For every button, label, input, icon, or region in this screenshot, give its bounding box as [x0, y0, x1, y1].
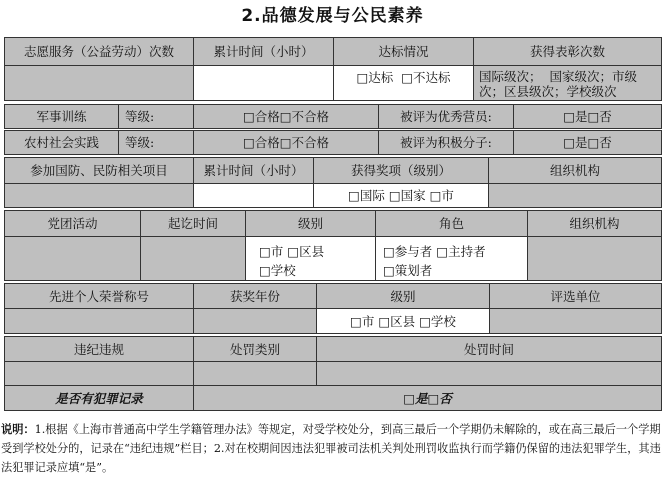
party-level-line2: □学校	[259, 263, 296, 278]
honor-year-field[interactable]	[193, 308, 317, 334]
honor-name-header: 先进个人荣誉称号	[4, 283, 194, 309]
military-grade-label: 等级:	[118, 104, 194, 129]
defense-project-field[interactable]	[4, 183, 194, 208]
volunteer-standard-header: 达标情况	[333, 37, 474, 66]
note-text: 1.根据《上海市普通高中学生学籍管理办法》等规定，对受学校处分，到高三最后一个学期仍未解除的，或在高三最后一个学期受到学校处分的，记录在“违纪违规”栏目；2.对在校期间因违法犯罪被司法机关判处刑罚收监执行而学籍仍保留的违法犯罪学生，其违法犯罪记录应填“是”。	[1, 423, 661, 474]
defense-award-options[interactable]: □国际 □国家 □市	[313, 183, 489, 208]
defense-org-field[interactable]	[488, 183, 662, 208]
explanatory-note	[1, 420, 664, 477]
honor-unit-field[interactable]	[489, 308, 662, 334]
defense-hours-header: 累计时间（小时）	[193, 157, 314, 184]
criminal-record-label: 是否有犯罪记录	[4, 385, 194, 411]
party-time-header: 起讫时间	[140, 210, 246, 237]
discipline-header: 违纪违规	[4, 336, 194, 362]
volunteer-count-header: 志愿服务（公益劳动）次数	[4, 37, 194, 66]
military-honor-options[interactable]: □是□否	[513, 104, 662, 129]
honor-level-options[interactable]: □市 □区县 □学校	[316, 308, 490, 334]
section-title: 2.品德发展与公民素养	[241, 6, 424, 26]
honor-name-field[interactable]	[4, 308, 194, 334]
defense-project-header: 参加国防、民防相关项目	[4, 157, 194, 184]
volunteer-awards-header: 获得表彰次数	[473, 37, 662, 66]
rural-honor-options[interactable]: □是□否	[513, 130, 662, 155]
rural-grade-options[interactable]: □合格□不合格	[193, 130, 379, 155]
discipline-type-header: 处罚类别	[193, 336, 317, 362]
volunteer-awards-field[interactable]	[473, 65, 662, 101]
note-label: 说明：	[1, 422, 35, 436]
military-honor-label: 被评为优秀营员:	[378, 104, 514, 129]
party-role-field[interactable]	[375, 236, 528, 281]
discipline-time-field[interactable]	[316, 361, 662, 386]
defense-hours-field[interactable]	[193, 183, 314, 208]
rural-honor-label: 被评为积极分子:	[378, 130, 514, 155]
party-level-line1: □市 □区县	[259, 244, 325, 259]
rural-practice-label: 农村社会实践	[4, 130, 119, 155]
discipline-field[interactable]	[4, 361, 194, 386]
party-org-field[interactable]	[527, 236, 662, 281]
honor-year-header: 获奖年份	[193, 283, 317, 309]
honor-unit-header: 评选单位	[489, 283, 662, 309]
volunteer-hours-header: 累计时间（小时）	[193, 37, 334, 66]
discipline-time-header: 处罚时间	[316, 336, 662, 362]
military-grade-options[interactable]: □合格□不合格	[193, 104, 379, 129]
party-activity-header: 党团活动	[4, 210, 141, 237]
party-role-line2: □策划者	[383, 263, 433, 278]
party-org-header: 组织机构	[527, 210, 662, 237]
volunteer-awards-line1: 国际级次； 国家级次；市级	[479, 69, 637, 84]
party-time-field[interactable]	[140, 236, 246, 281]
party-activity-field[interactable]	[4, 236, 141, 281]
volunteer-hours-field[interactable]	[193, 65, 334, 101]
defense-org-header: 组织机构	[488, 157, 662, 184]
party-role-header: 角色	[375, 210, 528, 237]
volunteer-standard-checkboxes[interactable]	[333, 65, 474, 101]
rural-grade-label: 等级:	[118, 130, 194, 155]
volunteer-count-field[interactable]	[4, 65, 194, 101]
discipline-type-field[interactable]	[193, 361, 317, 386]
party-level-field[interactable]	[245, 236, 376, 281]
military-training-label: 军事训练	[4, 104, 119, 129]
party-role-line1: □参与者 □主持者	[383, 244, 486, 259]
volunteer-awards-line2: 次；区县级次；学校级次	[479, 84, 617, 99]
defense-award-header: 获得奖项（级别）	[313, 157, 489, 184]
criminal-record-options[interactable]: □是□否	[193, 385, 662, 411]
honor-level-header: 级别	[316, 283, 490, 309]
volunteer-standard-options: □达标 □不达标	[356, 69, 451, 85]
party-level-header: 级别	[245, 210, 376, 237]
